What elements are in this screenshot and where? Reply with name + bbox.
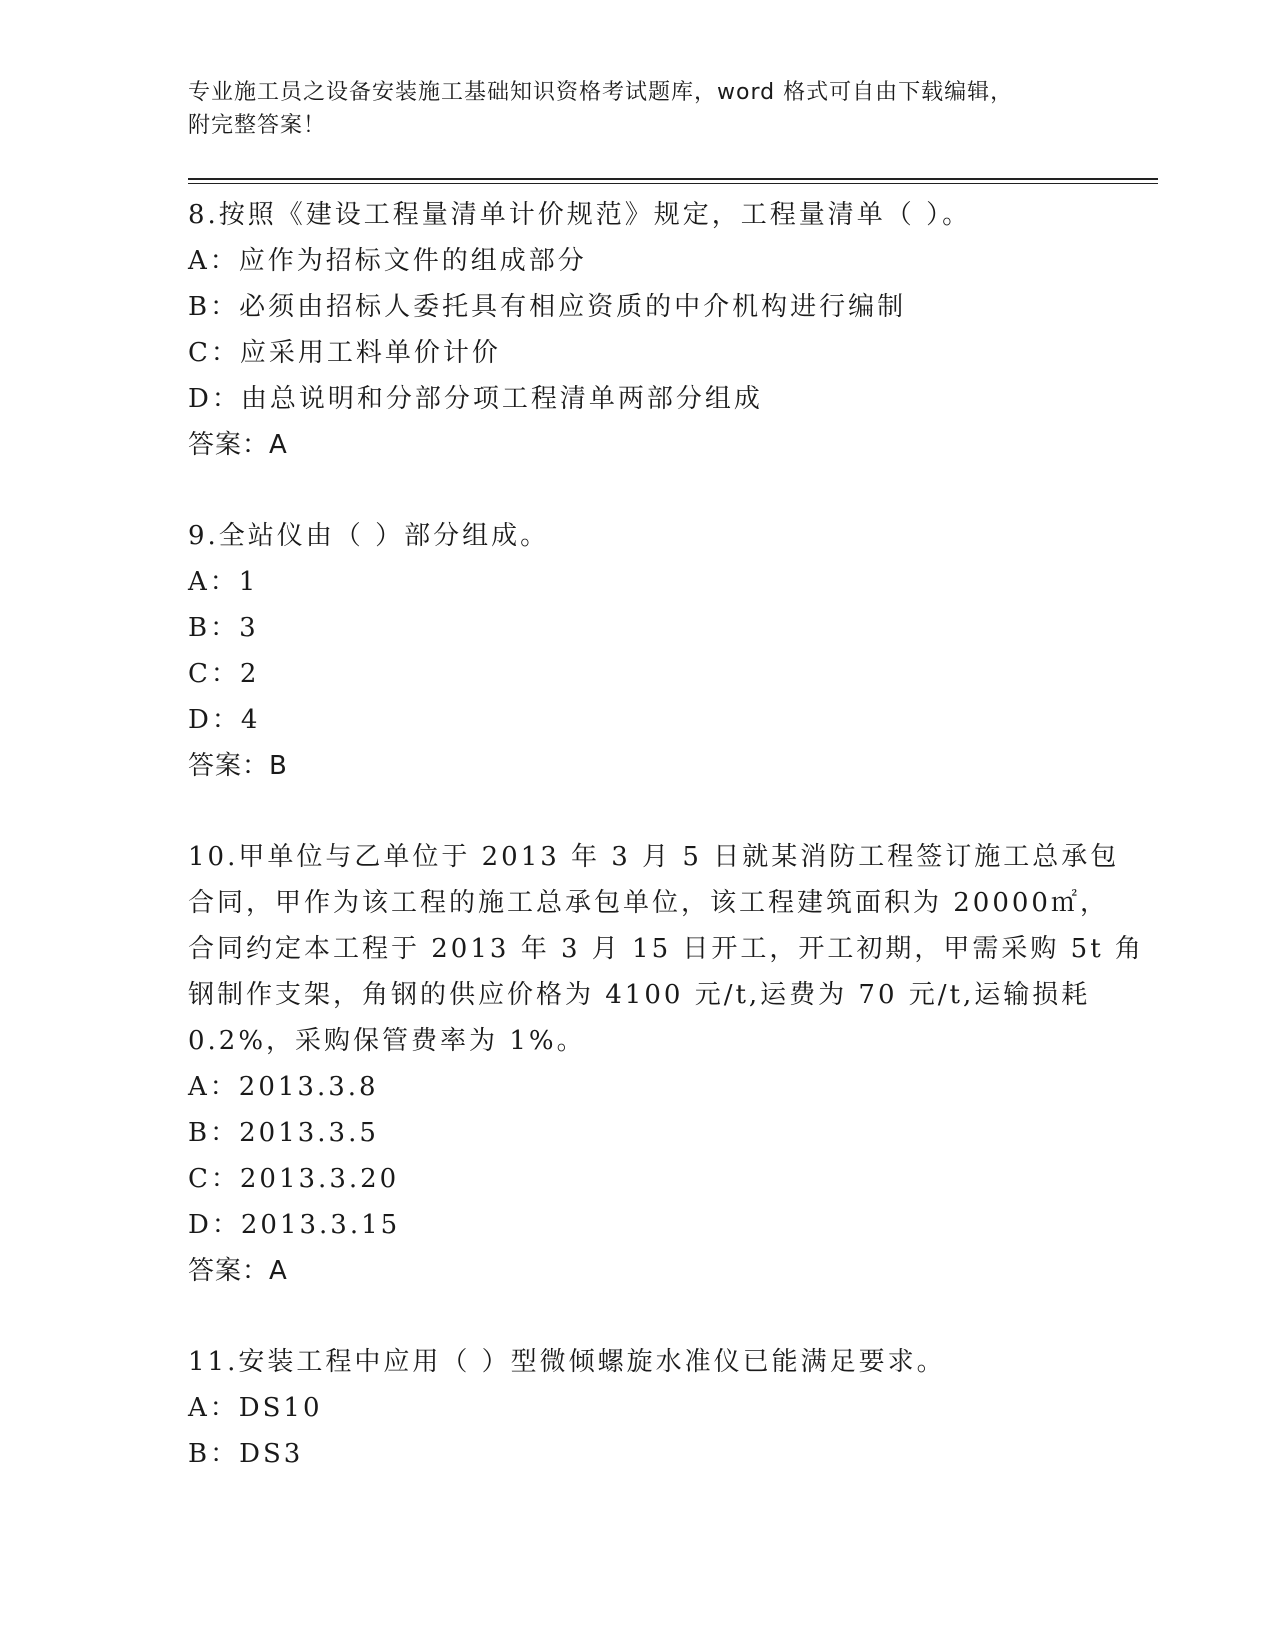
question-10 <box>188 834 1144 1294</box>
question-9 <box>188 513 1088 789</box>
question-11 <box>188 1339 1088 1477</box>
option-a: A：应作为招标文件的组成部分 <box>188 246 587 276</box>
question-list <box>188 192 1144 1522</box>
header-line-2: 附完整答案！ <box>188 113 327 138</box>
option-b: B：必须由招标人委托具有相应资质的中介机构进行编制 <box>188 292 907 322</box>
document-header <box>188 76 1068 142</box>
option-d: D：2013.3.15 <box>188 1210 401 1240</box>
option-d: D：4 <box>188 705 261 735</box>
option-c: C：2013.3.20 <box>188 1164 400 1194</box>
option-b: B：DS3 <box>188 1439 304 1469</box>
option-c: C：应采用工料单价计价 <box>188 338 501 368</box>
option-b: B：2013.3.5 <box>188 1118 379 1148</box>
answer-line: 答案：B <box>188 751 288 781</box>
question-stem-line: 0.2%，采购保管费率为 1%。 <box>188 1026 586 1056</box>
header-rule-thick <box>188 178 1158 180</box>
question-stem: 11.安装工程中应用（ ）型微倾螺旋水准仪已能满足要求。 <box>188 1347 946 1377</box>
option-a: A：1 <box>188 567 259 597</box>
answer-line: 答案：A <box>188 1256 288 1286</box>
question-stem: 9.全站仪由（ ）部分组成。 <box>188 521 550 551</box>
question-stem-line: 合同，甲作为该工程的施工总承包单位，该工程建筑面积为 20000㎡， <box>188 888 1109 918</box>
question-stem-line: 10.甲单位与乙单位于 2013 年 3 月 5 日就某消防工程签订施工总承包 <box>188 842 1120 872</box>
question-stem-line: 钢制作支架，角钢的供应价格为 4100 元/t,运费为 70 元/t,运输损耗 <box>188 980 1091 1010</box>
header-line-1: 专业施工员之设备安装施工基础知识资格考试题库，word 格式可自由下载编辑， <box>188 80 1014 105</box>
option-a: A：DS10 <box>188 1393 323 1423</box>
option-b: B：3 <box>188 613 259 643</box>
header-rule-thin <box>188 183 1158 184</box>
answer-line: 答案：A <box>188 430 288 460</box>
question-8 <box>188 192 1088 468</box>
option-c: C：2 <box>188 659 260 689</box>
question-stem-line: 合同约定本工程于 2013 年 3 月 15 日开工，开工初期，甲需采购 5t 角 <box>188 934 1144 964</box>
option-a: A：2013.3.8 <box>188 1072 379 1102</box>
question-stem: 8.按照《建设工程量清单计价规范》规定，工程量清单（ ）。 <box>188 200 972 230</box>
option-d: D：由总说明和分部分项工程清单两部分组成 <box>188 384 763 414</box>
